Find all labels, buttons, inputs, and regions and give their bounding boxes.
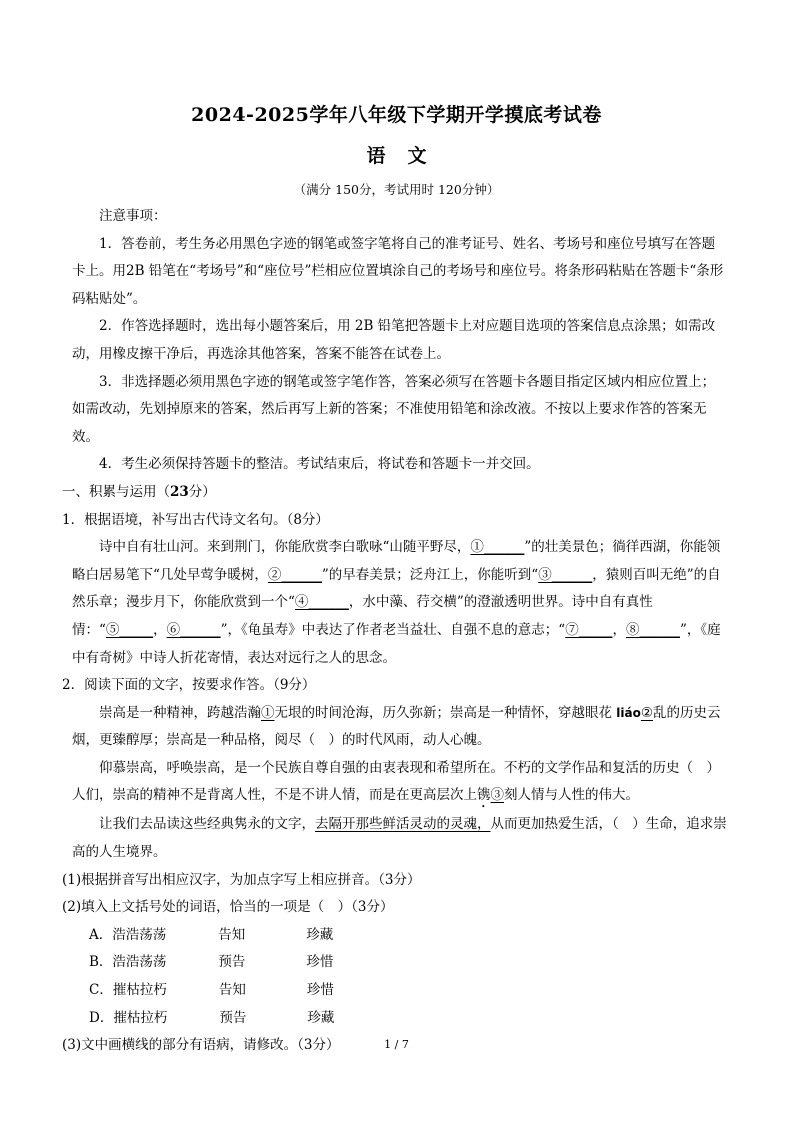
notice-item-2: 2．作答选择题时，选出每小题答案后，用 2B 铅笔把答题卡上对应题目选项的答案信息点涂黑；如需改动，用橡皮擦干净后，再选涂其他答案，答案不能答在试卷上。 <box>72 318 716 362</box>
blank-2[interactable]: ②______ <box>267 566 322 583</box>
dotted-char: 镌 <box>477 787 491 804</box>
option-a[interactable]: A．浩浩荡荡 告知 珍藏 <box>89 926 334 943</box>
notice-item-1: 1．答卷前，考生务必用黑色字迹的钢笔或签字笔将自己的准考证号、姓名、考场号和座位号填写在答题卡上。用2B 铅笔在“考场号”和“座位号”栏相应位置填涂自己的考场号和座位号。将条形码粘贴在答题卡“条形码粘贴处”。 <box>72 235 724 307</box>
question-1-title: 1．根据语境，补写出古代诗文名句。（8分） <box>62 511 329 528</box>
option-b[interactable]: B．浩浩荡荡 预告 珍惜 <box>89 954 334 971</box>
blank-1[interactable]: ①______ <box>470 539 525 556</box>
question-2-paragraph-1: 崇高是一种精神，跨越浩瀚①无垠的时间沧海，历久弥新；崇高是一种情怀，穿越眼花 liáo②乱的历史云烟，更臻醇厚；崇高是一种品格，阅尽（ ）的时代风雨，动人心魄。 <box>72 704 721 749</box>
blank-6[interactable]: ⑥______ <box>166 621 221 638</box>
option-d[interactable]: D．摧枯拉朽 预告 珍藏 <box>89 1009 335 1026</box>
exam-meta: （满分 150分，考试用时 120分钟） <box>293 182 500 197</box>
notice-item-4: 4．考生必须保持答题卡的整洁。考试结束后，将试卷和答题卡一并交回。 <box>99 456 540 473</box>
question-1-text: 诗中自有壮山河。来到荆门，你能欣赏李白歌咏“山随平野尽，①______”的壮美景色；徜徉西湖，你能领略白居易笔下“几处早莺争暖树，②______”的早春美景；泛舟江上，你能听到“③______，猿则百叫无绝”的自然乐章；漫步月下，你能欣赏到一个“④______，水中藻、荇交横”的澄澈透明世界。诗中自有真性情：“⑤_____，⑥______”，《龟虽寿》中表达了作者老当益壮、自强不息的意志；“⑦_____，⑧______”，《庭中有奇树》中诗人折花寄情，表达对远行之人的思念。 <box>72 539 721 666</box>
pinyin-blank-2[interactable]: ② <box>640 704 653 721</box>
question-2-paragraph-2: 仰慕崇高，呼唤崇高，是一个民族自尊自强的由衷表现和希望所在。不朽的文学作品和复活的历史（ ）人们，崇高的精神不是背离人性，不是不讲人情，而是在更高层次上镌③刻人情与人性的伟大。 <box>72 759 720 804</box>
pinyin-blank-1[interactable]: ① <box>261 704 275 721</box>
blank-5[interactable]: ⑤_____ <box>105 621 154 638</box>
question-2-title: 2．阅读下面的文字，按要求作答。（9分） <box>62 677 316 694</box>
notice-item-3: 3．非选择题必须用黑色字迹的钢笔或签字笔作答，答案必须写在答题卡各题目指定区域内相应位置上；如需改动，先划掉原来的答案，然后再写上新的答案；不准使用铅笔和涂改液。不按以上要求作答的答案无效。 <box>72 373 716 445</box>
blank-3[interactable]: ③______ <box>538 566 593 583</box>
option-c[interactable]: C．摧枯拉朽 告知 珍惜 <box>89 982 334 999</box>
exam-title: 2024-2025学年八年级下学期开学摸底考试卷 <box>191 104 602 126</box>
pinyin-blank-3[interactable]: ③ <box>490 787 504 804</box>
question-2-sub-1: (1)根据拼音写出相应汉字，为加点字写上相应拼音。（3分） <box>62 871 421 888</box>
exam-body <box>62 203 727 1060</box>
blank-8[interactable]: ⑧______ <box>625 621 680 638</box>
question-2-paragraph-3: 让我们去品读这些经典隽永的文字，去隔开那些鲜活灵动的灵魂，从而更加热爱生活，（ ）生命，追求崇高的人生境界。 <box>72 816 727 861</box>
question-2-sub-2: (2)填入上文括号处的词语，恰当的一项是（ ）（3分） <box>62 899 394 916</box>
pinyin-liao: liáo <box>616 705 641 720</box>
section-1-heading: 一、积累与运用（23分） <box>62 483 216 500</box>
page-number: 1 / 7 <box>384 1038 409 1051</box>
underlined-sentence: 去隔开那些鲜活灵动的灵魂， <box>315 816 491 833</box>
question-2-sub-3: (3)文中画横线的部分有语病，请修改。（3分） <box>62 1037 340 1054</box>
subject-title: 语文 <box>366 145 449 167</box>
section-1-score: 23 <box>170 483 189 500</box>
notice-heading: 注意事项： <box>99 208 167 224</box>
blank-7[interactable]: ⑦_____ <box>565 621 613 638</box>
blank-4[interactable]: ④______ <box>294 594 349 611</box>
